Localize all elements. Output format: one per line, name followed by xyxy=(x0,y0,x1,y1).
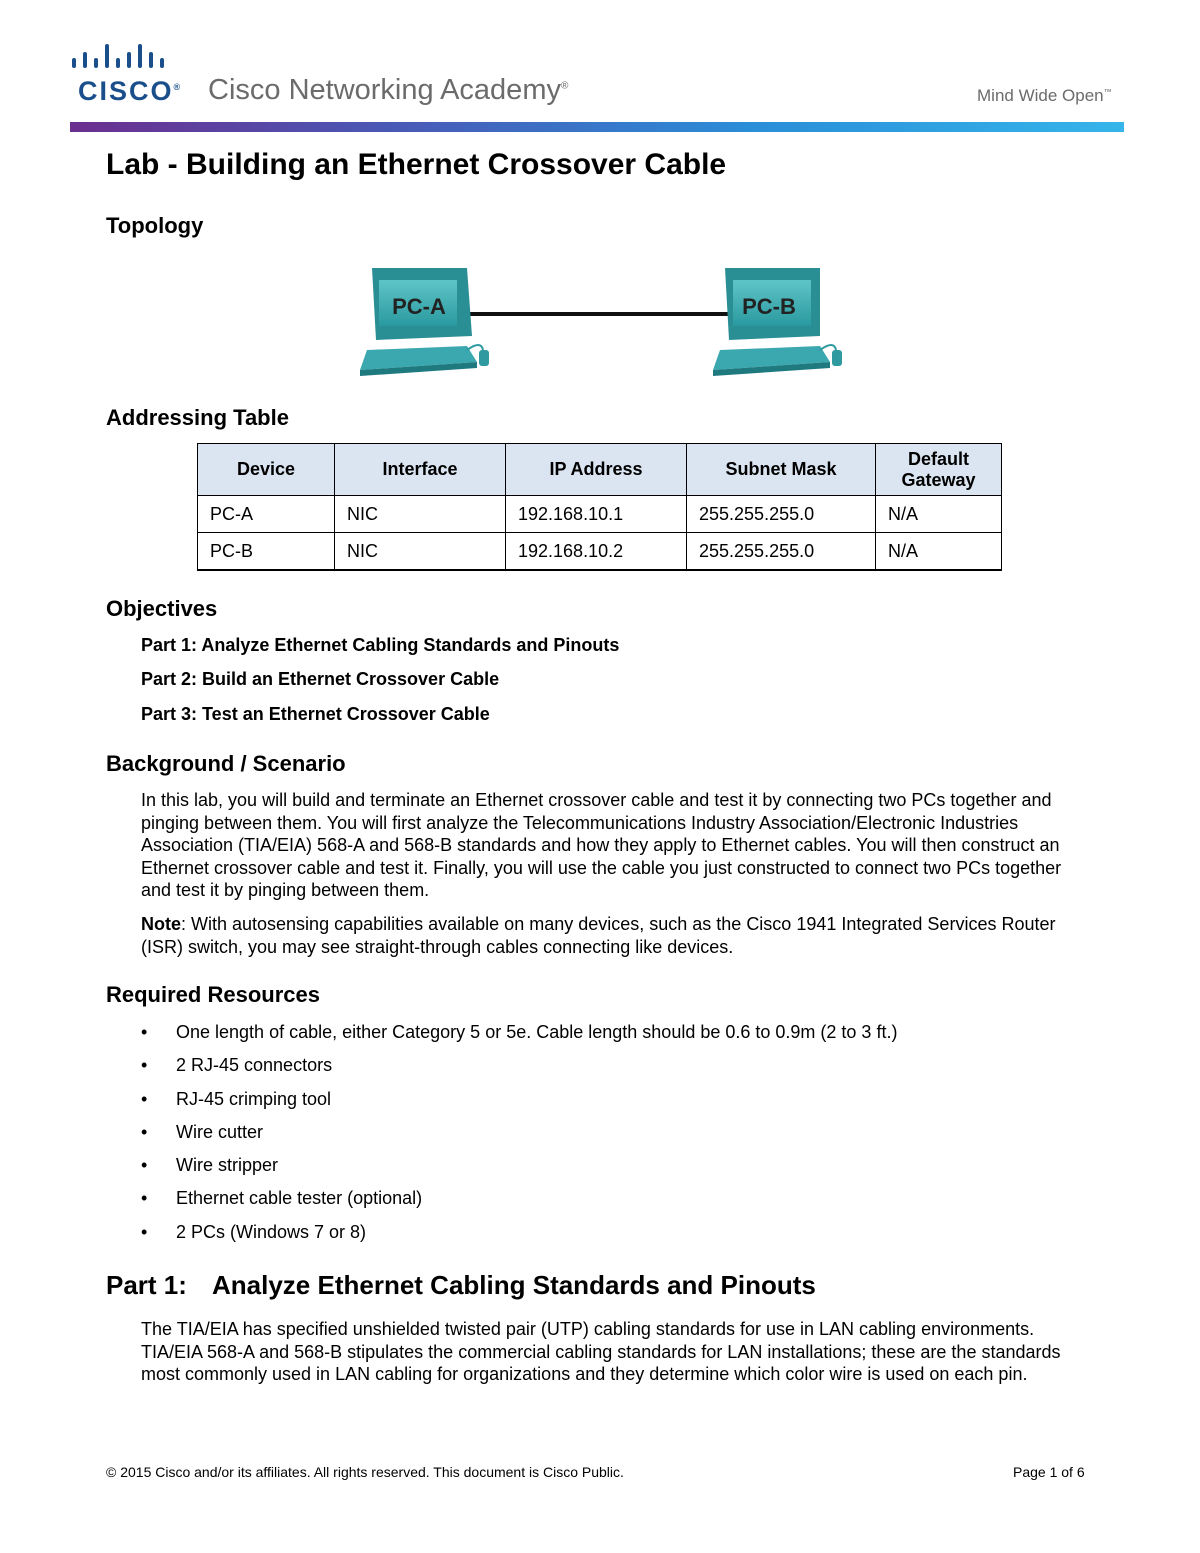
bullet: • xyxy=(141,1088,148,1109)
cell-interface: NIC xyxy=(335,533,506,571)
col-subnet-mask: Subnet Mask xyxy=(687,444,876,496)
background-paragraph: In this lab, you will build and terminate an Ethernet crossover cable and test it by connecting two PCs together and pinging between them. You will first analyze the Telecommunications Industry Association/Electronic Industries Association (TIA/EIA) 568-A and 568-B standards and how they apply to Ethernet cables. You will then construct an Ethernet crossover cable and test it. Finally, you will use the cable you just constructed to connect two PCs together and test it by pinging between them. xyxy=(141,790,1062,900)
cell-default-gateway: N/A xyxy=(876,496,1002,533)
cisco-wordmark: CISCO® xyxy=(78,76,183,106)
part1-number: Part 1: xyxy=(106,1270,187,1300)
cell-subnet-mask: 255.255.255.0 xyxy=(687,496,876,533)
col-device: Device xyxy=(198,444,335,496)
table-row xyxy=(198,496,1002,533)
col-interface: Interface xyxy=(335,444,506,496)
cell-device: PC-A xyxy=(198,496,335,533)
part1-title: Analyze Ethernet Cabling Standards and Pinouts xyxy=(212,1270,816,1300)
bullet: • xyxy=(141,1155,148,1176)
bullet: • xyxy=(141,1221,148,1242)
note-text: : With autosensing capabilities available on many devices, such as the Cisco 1941 Integrated Services Router (ISR) switch, you may see straight-through cables connecting like devices. xyxy=(141,914,1056,957)
resources-heading: Required Resources xyxy=(106,982,320,1007)
bullet: • xyxy=(141,1121,148,1142)
list-item-text: RJ-45 crimping tool xyxy=(176,1088,332,1109)
objectives-heading: Objectives xyxy=(106,596,218,621)
page-header xyxy=(0,0,1200,140)
background-heading: Background / Scenario xyxy=(106,751,346,776)
part1-paragraph: The TIA/EIA has specified unshielded twisted pair (UTP) cabling standards for use in LAN cabling environments. TIA/EIA 568-A and 568-B stipulates the commercial cabling standards for LAN installations; these are the standards most commonly used in LAN cabling for organizations and they determine which color wire is used on each pin. xyxy=(141,1319,1061,1384)
topology-heading: Topology xyxy=(106,213,204,238)
cell-interface: NIC xyxy=(335,496,506,533)
tagline: Mind Wide Open™ xyxy=(977,86,1112,105)
bullet: • xyxy=(141,1055,148,1076)
cell-device: PC-B xyxy=(198,533,335,571)
header-gradient-bar xyxy=(70,122,1124,132)
part1-heading xyxy=(106,1270,816,1301)
pc-a-icon xyxy=(360,268,489,376)
objective-item: Part 3: Test an Ethernet Crossover Cable xyxy=(141,704,490,724)
footer-copyright: © 2015 Cisco and/or its affiliates. All rights reserved. This document is Cisco Public. xyxy=(106,1464,624,1480)
cell-ip-address: 192.168.10.1 xyxy=(506,496,687,533)
objective-item: Part 2: Build an Ethernet Crossover Cable xyxy=(141,669,500,689)
table-row xyxy=(198,533,1002,571)
note-paragraph xyxy=(141,913,1096,958)
list-item-text: 2 RJ-45 connectors xyxy=(176,1055,333,1076)
col-default-gateway: Default Gateway xyxy=(876,444,1002,496)
note-label: Note xyxy=(141,914,181,934)
table-header-row xyxy=(198,444,1002,496)
addressing-heading: Addressing Table xyxy=(106,405,289,430)
list-item-text: One length of cable, either Category 5 or 5e. Cable length should be 0.6 to 0.9m (2 to 3 ft.) xyxy=(176,1022,898,1042)
cisco-logo-bars-icon xyxy=(70,44,180,76)
list-item-text: 2 PCs (Windows 7 or 8) xyxy=(176,1221,367,1242)
bullet: • xyxy=(141,1022,148,1042)
topology-diagram xyxy=(355,258,855,382)
cell-ip-address: 192.168.10.2 xyxy=(506,533,687,571)
pc-b-icon xyxy=(713,268,842,376)
cell-subnet-mask: 255.255.255.0 xyxy=(687,533,876,571)
cell-default-gateway: N/A xyxy=(876,533,1002,571)
addressing-table xyxy=(197,443,1002,571)
academy-name: Cisco Networking Academy® xyxy=(208,74,569,106)
list-item-text: Wire cutter xyxy=(176,1121,264,1142)
col-ip-address: IP Address xyxy=(506,444,687,496)
list-item-text: Ethernet cable tester (optional) xyxy=(176,1188,423,1209)
footer-page-number: Page 1 of 6 xyxy=(1013,1464,1085,1480)
bullet: • xyxy=(141,1188,148,1209)
objective-item: Part 1: Analyze Ethernet Cabling Standards and Pinouts xyxy=(141,635,620,655)
pc-a-label: PC-A xyxy=(392,294,446,319)
pc-b-label: PC-B xyxy=(742,294,796,319)
list-item-text: Wire stripper xyxy=(176,1155,279,1176)
page-title: Lab - Building an Ethernet Crossover Cable xyxy=(106,148,727,181)
